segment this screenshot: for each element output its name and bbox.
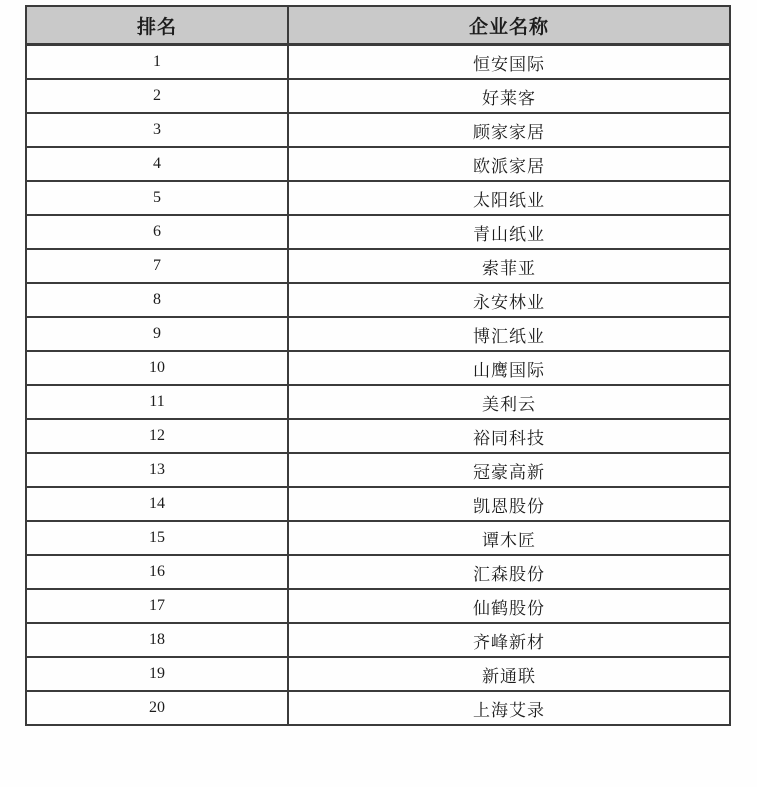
rank-cell: 11	[26, 385, 288, 419]
company-cell: 仙鹤股份	[288, 589, 730, 623]
table-row	[26, 691, 730, 725]
rank-cell: 19	[26, 657, 288, 691]
table-row	[26, 657, 730, 691]
rank-cell: 15	[26, 521, 288, 555]
table-row	[26, 181, 730, 215]
table-row	[26, 45, 730, 80]
table-row	[26, 385, 730, 419]
table-row	[26, 317, 730, 351]
table-row	[26, 147, 730, 181]
rank-cell: 18	[26, 623, 288, 657]
rank-cell: 8	[26, 283, 288, 317]
ranking-table	[25, 5, 731, 726]
company-cell: 山鹰国际	[288, 351, 730, 385]
table-row	[26, 215, 730, 249]
rank-cell: 6	[26, 215, 288, 249]
rank-cell: 7	[26, 249, 288, 283]
rank-cell: 5	[26, 181, 288, 215]
table-row	[26, 283, 730, 317]
company-cell: 凯恩股份	[288, 487, 730, 521]
table-row	[26, 79, 730, 113]
column-header-rank: 排名	[26, 6, 288, 45]
company-cell: 齐峰新材	[288, 623, 730, 657]
company-cell: 欧派家居	[288, 147, 730, 181]
rank-cell: 4	[26, 147, 288, 181]
company-cell: 谭木匠	[288, 521, 730, 555]
table-row	[26, 589, 730, 623]
rank-cell: 16	[26, 555, 288, 589]
rank-cell: 12	[26, 419, 288, 453]
rank-cell: 2	[26, 79, 288, 113]
rank-cell: 9	[26, 317, 288, 351]
company-cell: 好莱客	[288, 79, 730, 113]
rank-cell: 17	[26, 589, 288, 623]
rank-cell: 13	[26, 453, 288, 487]
company-cell: 太阳纸业	[288, 181, 730, 215]
rank-cell: 1	[26, 45, 288, 80]
table-row	[26, 521, 730, 555]
company-cell: 永安林业	[288, 283, 730, 317]
company-cell: 冠豪高新	[288, 453, 730, 487]
table-row	[26, 453, 730, 487]
company-cell: 顾家家居	[288, 113, 730, 147]
rank-cell: 10	[26, 351, 288, 385]
company-cell: 上海艾录	[288, 691, 730, 725]
table-row	[26, 623, 730, 657]
table-row	[26, 555, 730, 589]
table-row	[26, 113, 730, 147]
table-row	[26, 249, 730, 283]
table-row	[26, 487, 730, 521]
header-row	[26, 6, 730, 45]
company-cell: 青山纸业	[288, 215, 730, 249]
rank-cell: 20	[26, 691, 288, 725]
company-cell: 新通联	[288, 657, 730, 691]
table-row	[26, 419, 730, 453]
column-header-company: 企业名称	[288, 6, 730, 45]
rank-cell: 14	[26, 487, 288, 521]
company-cell: 博汇纸业	[288, 317, 730, 351]
rank-cell: 3	[26, 113, 288, 147]
company-cell: 裕同科技	[288, 419, 730, 453]
table-row	[26, 351, 730, 385]
company-cell: 恒安国际	[288, 45, 730, 80]
company-cell: 汇森股份	[288, 555, 730, 589]
company-cell: 索菲亚	[288, 249, 730, 283]
company-cell: 美利云	[288, 385, 730, 419]
